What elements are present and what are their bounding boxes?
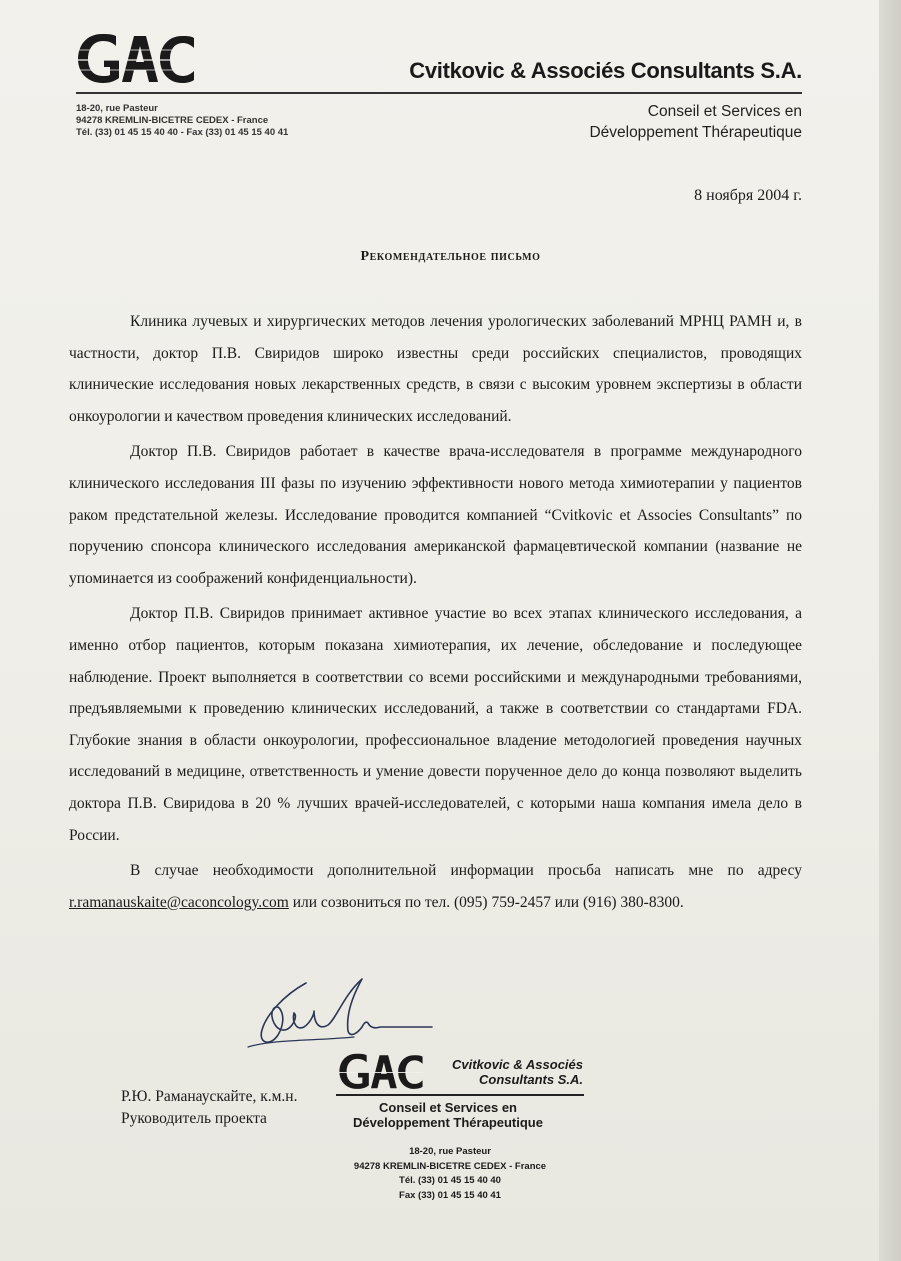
body-paragraph: Доктор П.В. Свиридов работает в качестве врача-исследователя в программе международного клинического исследования III фазы по изучению эффективности нового метода химиотерапии у пациентов раком предстательной железы. Исследование проводится компанией “Cvitkovic et Associes Consultants” по поручению спонсора клинического исследования американской фармацевтической компании (название не упоминается из соображений конфиденциальности). (69, 443, 802, 587)
stamp-divider (336, 1094, 584, 1096)
page-shadow-edge (879, 0, 901, 1261)
stamp-company-line: Consultants S.A. (478, 1072, 583, 1087)
letter-body (69, 306, 802, 922)
tagline-line: Développement Thérapeutique (589, 124, 802, 141)
handwritten-signature (244, 975, 434, 1055)
company-address (76, 103, 288, 139)
stamp-logo (338, 1048, 424, 1094)
stamp-tagline (318, 1100, 578, 1130)
header-divider (76, 92, 802, 94)
stamp-address-line: Tél. (33) 01 45 15 40 40 (399, 1175, 501, 1186)
address-line: 94278 KREMLIN-BICETRE CEDEX - France (76, 115, 269, 126)
stamp-address-line: 18-20, rue Pasteur (409, 1146, 491, 1157)
signer-name: Р.Ю. Раманаускайте, к.м.н. (121, 1088, 298, 1105)
company-name: Cvitkovic & Associés Consultants S.A. (409, 58, 802, 83)
stamp-address (300, 1145, 600, 1203)
address-line: Tél. (33) 01 45 15 40 40 - Fax (33) 01 45 15 40 41 (76, 127, 289, 138)
stamp-company-line: Cvitkovic & Associés (451, 1057, 583, 1072)
stamp-address-line: 94278 KREMLIN-BICETRE CEDEX - France (353, 1160, 547, 1172)
address-line: 18-20, rue Pasteur (76, 103, 158, 114)
letter-title: Рекомендательное письмо (360, 249, 541, 264)
contact-prefix: В случае необходимости дополнительной информации просьба написать мне по адресу (130, 862, 802, 880)
body-paragraph: Клиника лучевых и хирургических методов лечения урологических заболеваний МРНЦ РАМН и, в частности, доктор П.В. Свиридов широко известны среди российских специалистов, проводящих клинические исследования новых лекарственных средств, в связи с высоким уровнем экспертизы в области онкоурологии и качеством проведения клинических исследований. (69, 313, 802, 425)
body-paragraph: Доктор П.В. Свиридов принимает активное участие во всех этапах клинического исследования, а именно отбор пациентов, которым показана химиотерапия, их лечение, обследование и последующее наблюдение. Проект выполняется в соответствии со всеми российскими и международными требованиями, предъявляемыми к проведению клинических исследований, а также в соответствии со стандартами FDA. Глубокие знания в области онкоурологии, профессиональное владение методологией проведения научных исследований в медицине, ответственность и умение довести порученное дело до конца позволяют выделить доктора П.В. Свиридова в 20 % лучших врачей-исследователей, с которыми наша компания имела дело в России. (69, 605, 802, 844)
stamp-company-name (428, 1057, 583, 1087)
signer-block (121, 1086, 297, 1130)
contact-email-link[interactable]: r.ramanauskaite@caconcology.com (69, 893, 289, 911)
letter-date: 8 ноября 2004 г. (694, 187, 802, 204)
tagline-line: Conseil et Services en (647, 103, 802, 120)
contact-paragraph (69, 855, 802, 918)
stamp-address-line: Fax (33) 01 45 15 40 41 (399, 1189, 501, 1201)
stamp-tagline-line: Conseil et Services en (378, 1100, 517, 1115)
signer-role: Руководитель проекта (121, 1110, 267, 1127)
stamp-tagline-line: Développement Thérapeutique (353, 1115, 543, 1130)
company-tagline (480, 101, 802, 143)
contact-suffix: или созвониться по тел. (095) 759-2457 или (916) 380-8300. (292, 893, 684, 911)
cac-logo (76, 30, 196, 86)
